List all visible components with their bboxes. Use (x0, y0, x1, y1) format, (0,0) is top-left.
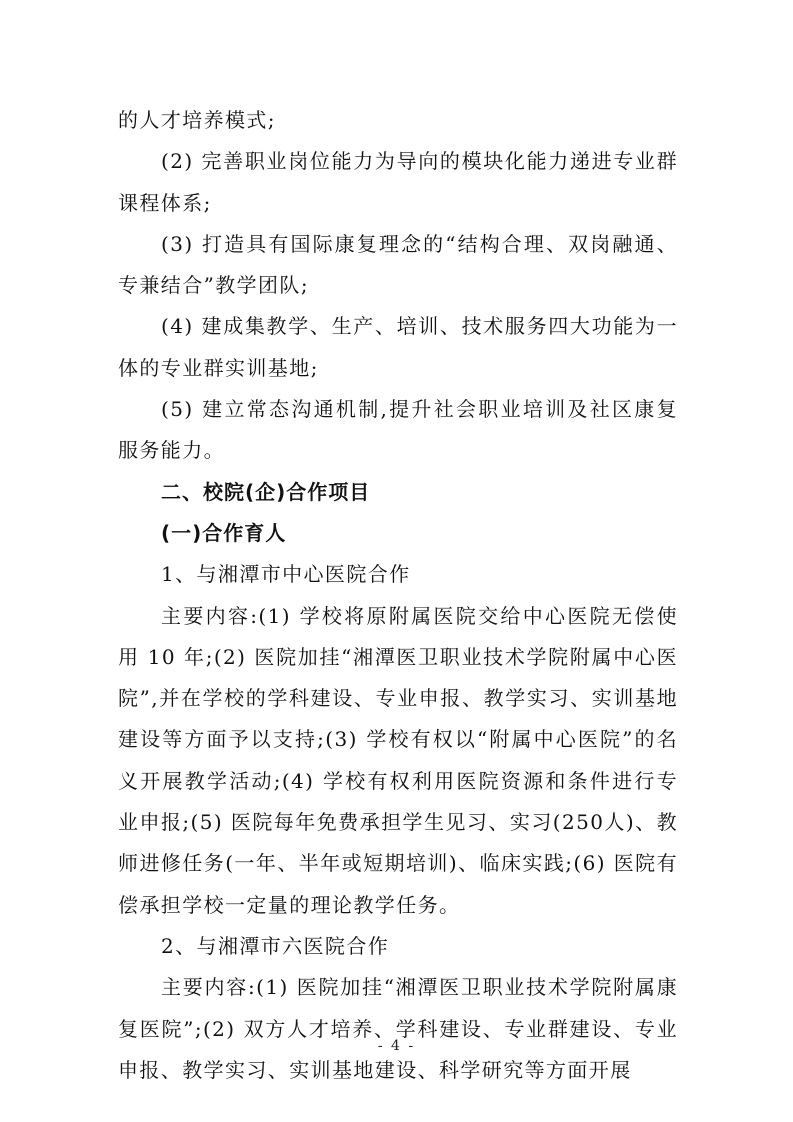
subsection-heading: (一)合作育人 (161, 520, 287, 545)
section-heading: 二、校院(企)合作项目 (161, 479, 371, 504)
item-title-1: 1、与湘潭市中心医院合作 (161, 562, 411, 587)
paragraph-item-3: (3) 打造具有国际康复理念的“结构合理、双岗融通、专兼结合”教学团队; (118, 231, 678, 298)
item-content-1: 主要内容:(1) 学校将原附属医院交给中心医院无偿使用 10 年;(2) 医院加挂“湘潭医卫职业技术学院附属中心医院”,并在学校的学科建设、专业申报、教学实习、实训基地建设等方面予以支持;(3) 学校有权以“附属中心医院”的名义开展教学活动;(4) 学校有权利用医院资源和条件进行专业申报;(5) 医院每年免费承担学生见习、实习(250人)、教师进修任务(一年、半年或短期培训)、临床实践;(6) 医院有偿承担学校一定量的理论教学任务。 (118, 603, 678, 917)
body-text (118, 100, 678, 1091)
page-number: - 4 - (377, 1038, 416, 1054)
item-title-2: 2、与湘潭市六医院合作 (161, 933, 390, 958)
paragraph-item-2: (2) 完善职业岗位能力为导向的模块化能力递进专业群课程体系; (118, 149, 678, 215)
paragraph-item-4: (4) 建成集教学、生产、培训、技术服务四大功能为一体的专业群实训基地; (118, 314, 678, 380)
item-content-2: 主要内容:(1) 医院加挂“湘潭医卫职业技术学院附属康复医院”;(2) 双方人才培养、学科建设、专业群建设、专业申报、教学实习、实训基地建设、科学研究等方面开展 (118, 975, 678, 1082)
paragraph-item-5: (5) 建立常态沟通机制,提升社会职业培训及社区康复服务能力。 (118, 397, 678, 463)
paragraph-continuation: 的人才培养模式; (118, 108, 276, 132)
